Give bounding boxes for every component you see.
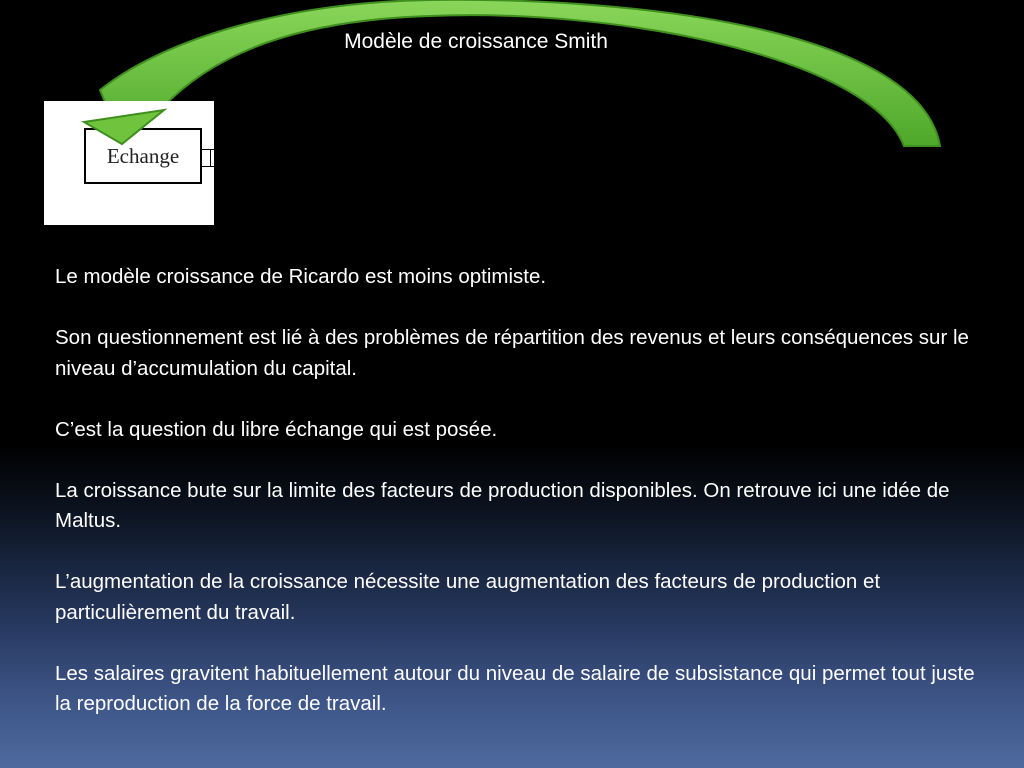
paragraph-limite-facteurs: La croissance bute sur la limite des facteurs de production disponibles. On retrouve ici une idée de Maltus. xyxy=(55,478,950,532)
paragraph-augmentation: L’augmentation de la croissance nécessite une augmentation des facteurs de production et particulièrement du travail. xyxy=(55,570,881,624)
paragraph-salaires: Les salaires gravitent habituellement autour du niveau de salaire de subsistance qui permet tout juste la reproduction de la force de travail. xyxy=(55,661,975,715)
paragraph-libre-echange: C’est la question du libre échange qui est posée. xyxy=(55,417,498,441)
paragraph-questionnement: Son questionnement est lié à des problèmes de répartition des revenus et leurs conséquences sur le niveau d’accumulation du capital. xyxy=(55,326,969,380)
echange-box xyxy=(84,128,202,184)
echange-label: Echange xyxy=(106,143,180,168)
paragraph-ricardo: Le modèle croissance de Ricardo est moins optimiste. xyxy=(55,265,547,288)
echange-diagram xyxy=(44,101,214,225)
slide-title: Modèle de croissance Smith xyxy=(344,30,608,53)
connector-edge xyxy=(210,149,211,166)
connector-line-top xyxy=(202,149,214,150)
connector-line-bottom xyxy=(202,166,214,167)
slide-body xyxy=(55,262,980,750)
